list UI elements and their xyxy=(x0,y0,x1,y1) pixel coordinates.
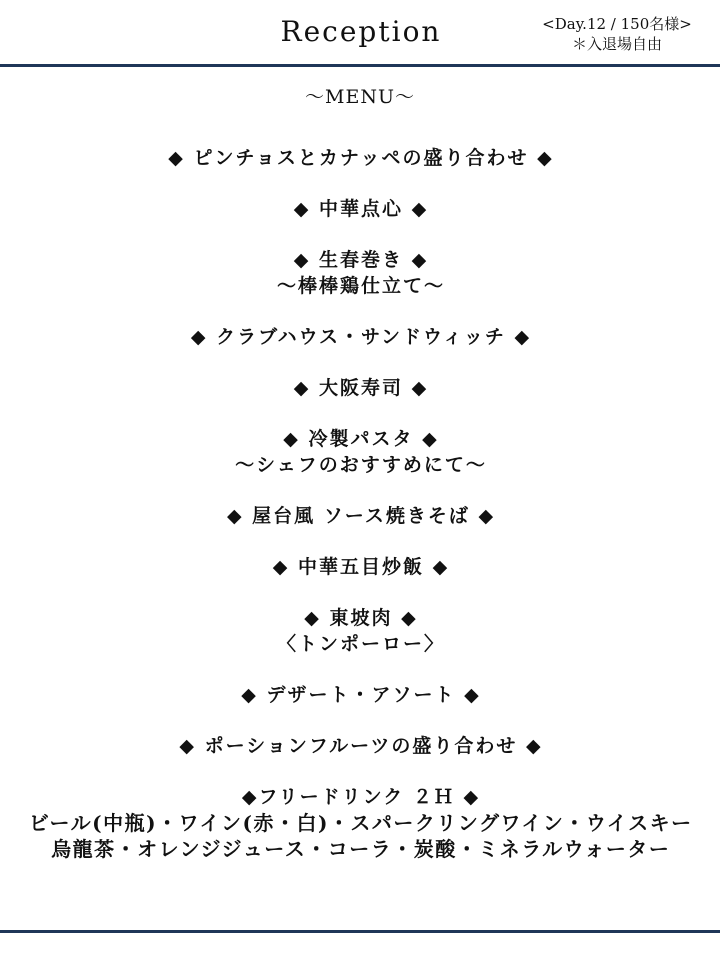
menu-item-name: ◆ ピンチョスとカナッペの盛り合わせ ◆ xyxy=(168,147,554,169)
menu-item-note: 〈トンポーロー〉 xyxy=(276,633,445,655)
menu-item xyxy=(0,605,720,657)
menu-item-drinks xyxy=(0,784,720,862)
menu-item xyxy=(0,503,720,529)
menu-item xyxy=(0,682,720,708)
menu-item xyxy=(0,247,720,299)
menu-item xyxy=(0,145,720,171)
menu-item-name: ◆ 屋台風 ソース焼きそば ◆ xyxy=(226,505,496,527)
menu-item xyxy=(0,554,720,580)
menu-item-name: ◆ 中華五目炒飯 ◆ xyxy=(272,556,450,578)
menu-item-note: ～棒棒鶏仕立て～ xyxy=(276,275,445,297)
menu-item-name: ◆ デザート・アソート ◆ xyxy=(241,684,481,706)
entry-note: ＊入退場自由 xyxy=(571,35,662,53)
menu-item-name: ◆ 東坡肉 ◆ xyxy=(304,607,418,629)
header-divider xyxy=(0,64,720,67)
menu-item-name: ◆ 中華点心 ◆ xyxy=(293,198,429,220)
menu-item xyxy=(0,375,720,401)
menu-item-note: ～シェフのおすすめにて～ xyxy=(235,454,487,476)
footer-divider xyxy=(0,930,720,933)
menu-item xyxy=(0,733,720,759)
page-title: Reception xyxy=(280,15,442,48)
menu-item-name: ◆フリードリンク ２Ｈ ◆ xyxy=(241,786,481,808)
menu-item-name: ◆ 冷製パスタ ◆ xyxy=(283,428,439,450)
menu-item-name: ◆ ポーションフルーツの盛り合わせ ◆ xyxy=(179,735,543,757)
menu-list xyxy=(0,145,720,862)
drink-list-line: ビール(中瓶)・ワイン(赤・白)・スパークリングワイン・ウイスキー xyxy=(28,811,693,835)
event-day-guests: <Day.12 / 150名様> xyxy=(542,15,692,33)
menu-item-name: ◆ 大阪寿司 ◆ xyxy=(293,377,429,399)
menu-heading: ～MENU～ xyxy=(305,86,415,108)
menu-item-name: ◆ 生春巻き ◆ xyxy=(293,249,429,271)
menu-item xyxy=(0,196,720,222)
menu-item xyxy=(0,426,720,478)
menu-item xyxy=(0,324,720,350)
drink-list-line: 烏龍茶・オレンジジュース・コーラ・炭酸・ミネラルウォーター xyxy=(51,837,671,861)
menu-item-name: ◆ クラブハウス・サンドウィッチ ◆ xyxy=(190,326,532,348)
event-info xyxy=(532,14,702,54)
